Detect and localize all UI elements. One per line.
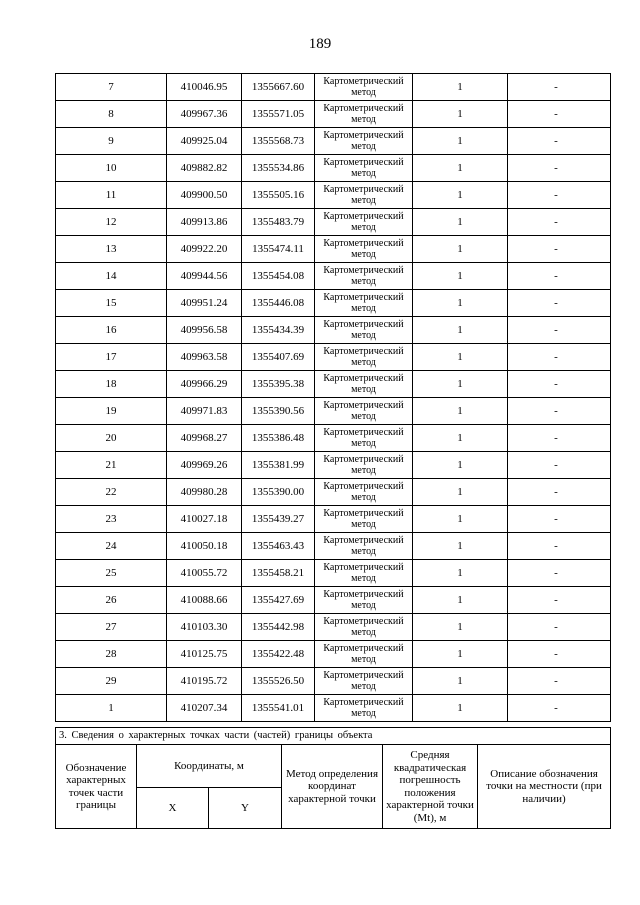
cell-point: 23 — [56, 506, 167, 533]
cell-description: - — [508, 290, 611, 317]
cell-x: 409925.04 — [167, 128, 242, 155]
cell-method: Картометрический метод — [315, 74, 413, 101]
header-method: Метод определения координат характерной точки — [282, 745, 383, 829]
table-row — [56, 587, 611, 614]
cell-accuracy: 1 — [413, 614, 508, 641]
cell-accuracy: 1 — [413, 695, 508, 722]
cell-method: Картометрический метод — [315, 128, 413, 155]
coordinates-table-body — [56, 74, 611, 722]
cell-x: 409900.50 — [167, 182, 242, 209]
cell-y: 1355390.00 — [242, 479, 315, 506]
cell-point: 25 — [56, 560, 167, 587]
cell-x: 410195.72 — [167, 668, 242, 695]
cell-method: Картометрический метод — [315, 317, 413, 344]
cell-method: Картометрический метод — [315, 236, 413, 263]
cell-accuracy: 1 — [413, 74, 508, 101]
cell-y: 1355474.11 — [242, 236, 315, 263]
cell-point: 24 — [56, 533, 167, 560]
cell-y: 1355568.73 — [242, 128, 315, 155]
table-row — [56, 290, 611, 317]
cell-point: 22 — [56, 479, 167, 506]
cell-point: 1 — [56, 695, 167, 722]
cell-x: 409922.20 — [167, 236, 242, 263]
cell-method: Картометрический метод — [315, 101, 413, 128]
cell-method: Картометрический метод — [315, 695, 413, 722]
table-row — [56, 101, 611, 128]
cell-accuracy: 1 — [413, 560, 508, 587]
cell-point: 21 — [56, 452, 167, 479]
cell-accuracy: 1 — [413, 101, 508, 128]
cell-accuracy: 1 — [413, 479, 508, 506]
cell-method: Картометрический метод — [315, 371, 413, 398]
cell-point: 8 — [56, 101, 167, 128]
cell-point: 17 — [56, 344, 167, 371]
cell-point: 29 — [56, 668, 167, 695]
cell-x: 409913.86 — [167, 209, 242, 236]
cell-description: - — [508, 587, 611, 614]
cell-y: 1355390.56 — [242, 398, 315, 425]
cell-y: 1355458.21 — [242, 560, 315, 587]
cell-point: 11 — [56, 182, 167, 209]
cell-description: - — [508, 209, 611, 236]
cell-y: 1355446.08 — [242, 290, 315, 317]
cell-description: - — [508, 425, 611, 452]
cell-method: Картометрический метод — [315, 641, 413, 668]
cell-y: 1355407.69 — [242, 344, 315, 371]
cell-x: 409969.26 — [167, 452, 242, 479]
table-row — [56, 614, 611, 641]
cell-description: - — [508, 452, 611, 479]
cell-method: Картометрический метод — [315, 209, 413, 236]
table-row — [56, 641, 611, 668]
table-row — [56, 236, 611, 263]
cell-y: 1355427.69 — [242, 587, 315, 614]
cell-point: 9 — [56, 128, 167, 155]
table-row — [56, 209, 611, 236]
cell-accuracy: 1 — [413, 182, 508, 209]
cell-description: - — [508, 479, 611, 506]
cell-x: 409944.56 — [167, 263, 242, 290]
table-row — [56, 182, 611, 209]
table-row — [56, 506, 611, 533]
cell-description: - — [508, 128, 611, 155]
cell-point: 13 — [56, 236, 167, 263]
cell-method: Картометрический метод — [315, 263, 413, 290]
cell-method: Картометрический метод — [315, 425, 413, 452]
cell-description: - — [508, 236, 611, 263]
cell-accuracy: 1 — [413, 290, 508, 317]
cell-method: Картометрический метод — [315, 533, 413, 560]
cell-method: Картометрический метод — [315, 587, 413, 614]
cell-x: 410125.75 — [167, 641, 242, 668]
cell-accuracy: 1 — [413, 344, 508, 371]
cell-method: Картометрический метод — [315, 668, 413, 695]
table-row — [56, 425, 611, 452]
table-row — [56, 479, 611, 506]
cell-y: 1355439.27 — [242, 506, 315, 533]
table-row — [56, 668, 611, 695]
cell-description: - — [508, 506, 611, 533]
cell-x: 410207.34 — [167, 695, 242, 722]
coordinates-table — [55, 73, 611, 722]
cell-method: Картометрический метод — [315, 614, 413, 641]
cell-accuracy: 1 — [413, 425, 508, 452]
table-row — [56, 371, 611, 398]
cell-method: Картометрический метод — [315, 182, 413, 209]
table-row — [56, 317, 611, 344]
cell-accuracy: 1 — [413, 668, 508, 695]
cell-point: 27 — [56, 614, 167, 641]
cell-point: 15 — [56, 290, 167, 317]
cell-point: 20 — [56, 425, 167, 452]
cell-accuracy: 1 — [413, 398, 508, 425]
header-coordinates: Координаты, м — [137, 745, 282, 788]
cell-y: 1355571.05 — [242, 101, 315, 128]
header-point-designation: Обозначение характерных точек части границы — [56, 745, 137, 829]
page-number: 189 — [308, 36, 332, 52]
cell-y: 1355442.98 — [242, 614, 315, 641]
header-x: X — [137, 788, 209, 829]
cell-method: Картометрический метод — [315, 506, 413, 533]
table-row — [56, 74, 611, 101]
cell-description: - — [508, 641, 611, 668]
cell-x: 410103.30 — [167, 614, 242, 641]
cell-method: Картометрический метод — [315, 398, 413, 425]
cell-description: - — [508, 668, 611, 695]
cell-x: 409971.83 — [167, 398, 242, 425]
cell-y: 1355483.79 — [242, 209, 315, 236]
cell-description: - — [508, 74, 611, 101]
cell-x: 409951.24 — [167, 290, 242, 317]
cell-point: 16 — [56, 317, 167, 344]
table-row — [56, 695, 611, 722]
cell-y: 1355422.48 — [242, 641, 315, 668]
cell-description: - — [508, 101, 611, 128]
cell-point: 10 — [56, 155, 167, 182]
cell-y: 1355463.43 — [242, 533, 315, 560]
cell-y: 1355534.86 — [242, 155, 315, 182]
cell-accuracy: 1 — [413, 587, 508, 614]
cell-description: - — [508, 371, 611, 398]
table-row — [56, 263, 611, 290]
table-row — [56, 344, 611, 371]
cell-description: - — [508, 614, 611, 641]
section3-table — [55, 727, 611, 829]
cell-y: 1355395.38 — [242, 371, 315, 398]
cell-x: 410055.72 — [167, 560, 242, 587]
cell-description: - — [508, 560, 611, 587]
cell-accuracy: 1 — [413, 155, 508, 182]
cell-point: 26 — [56, 587, 167, 614]
cell-point: 12 — [56, 209, 167, 236]
cell-x: 409968.27 — [167, 425, 242, 452]
cell-method: Картометрический метод — [315, 155, 413, 182]
cell-accuracy: 1 — [413, 209, 508, 236]
table-row — [56, 128, 611, 155]
cell-accuracy: 1 — [413, 452, 508, 479]
cell-x: 409967.36 — [167, 101, 242, 128]
cell-point: 7 — [56, 74, 167, 101]
cell-y: 1355505.16 — [242, 182, 315, 209]
cell-method: Картометрический метод — [315, 560, 413, 587]
cell-x: 409882.82 — [167, 155, 242, 182]
cell-accuracy: 1 — [413, 128, 508, 155]
cell-x: 410050.18 — [167, 533, 242, 560]
cell-method: Картометрический метод — [315, 479, 413, 506]
cell-point: 19 — [56, 398, 167, 425]
cell-description: - — [508, 695, 611, 722]
cell-y: 1355381.99 — [242, 452, 315, 479]
cell-accuracy: 1 — [413, 371, 508, 398]
table-row — [56, 398, 611, 425]
cell-description: - — [508, 317, 611, 344]
cell-point: 28 — [56, 641, 167, 668]
cell-description: - — [508, 398, 611, 425]
section3-title: 3. Сведения о характерных точках части (частей) границы объекта — [56, 728, 611, 745]
table-row — [56, 155, 611, 182]
cell-method: Картометрический метод — [315, 452, 413, 479]
cell-method: Картометрический метод — [315, 344, 413, 371]
header-y: Y — [209, 788, 282, 829]
cell-accuracy: 1 — [413, 533, 508, 560]
cell-y: 1355541.01 — [242, 695, 315, 722]
cell-description: - — [508, 263, 611, 290]
cell-point: 18 — [56, 371, 167, 398]
cell-x: 410046.95 — [167, 74, 242, 101]
cell-x: 410027.18 — [167, 506, 242, 533]
cell-description: - — [508, 155, 611, 182]
cell-y: 1355454.08 — [242, 263, 315, 290]
cell-y: 1355434.39 — [242, 317, 315, 344]
cell-accuracy: 1 — [413, 641, 508, 668]
cell-method: Картометрический метод — [315, 290, 413, 317]
cell-y: 1355667.60 — [242, 74, 315, 101]
cell-description: - — [508, 182, 611, 209]
table-row — [56, 560, 611, 587]
cell-description: - — [508, 533, 611, 560]
cell-x: 410088.66 — [167, 587, 242, 614]
table-row — [56, 533, 611, 560]
cell-y: 1355526.50 — [242, 668, 315, 695]
cell-x: 409980.28 — [167, 479, 242, 506]
cell-point: 14 — [56, 263, 167, 290]
cell-accuracy: 1 — [413, 263, 508, 290]
header-description: Описание обозначения точки на местности (при наличии) — [478, 745, 611, 829]
cell-accuracy: 1 — [413, 317, 508, 344]
cell-x: 409963.58 — [167, 344, 242, 371]
cell-y: 1355386.48 — [242, 425, 315, 452]
cell-x: 409966.29 — [167, 371, 242, 398]
cell-x: 409956.58 — [167, 317, 242, 344]
cell-accuracy: 1 — [413, 236, 508, 263]
header-accuracy: Средняя квадратическая погрешность положения характерной точки (Mt), м — [383, 745, 478, 829]
cell-description: - — [508, 344, 611, 371]
cell-accuracy: 1 — [413, 506, 508, 533]
table-row — [56, 452, 611, 479]
